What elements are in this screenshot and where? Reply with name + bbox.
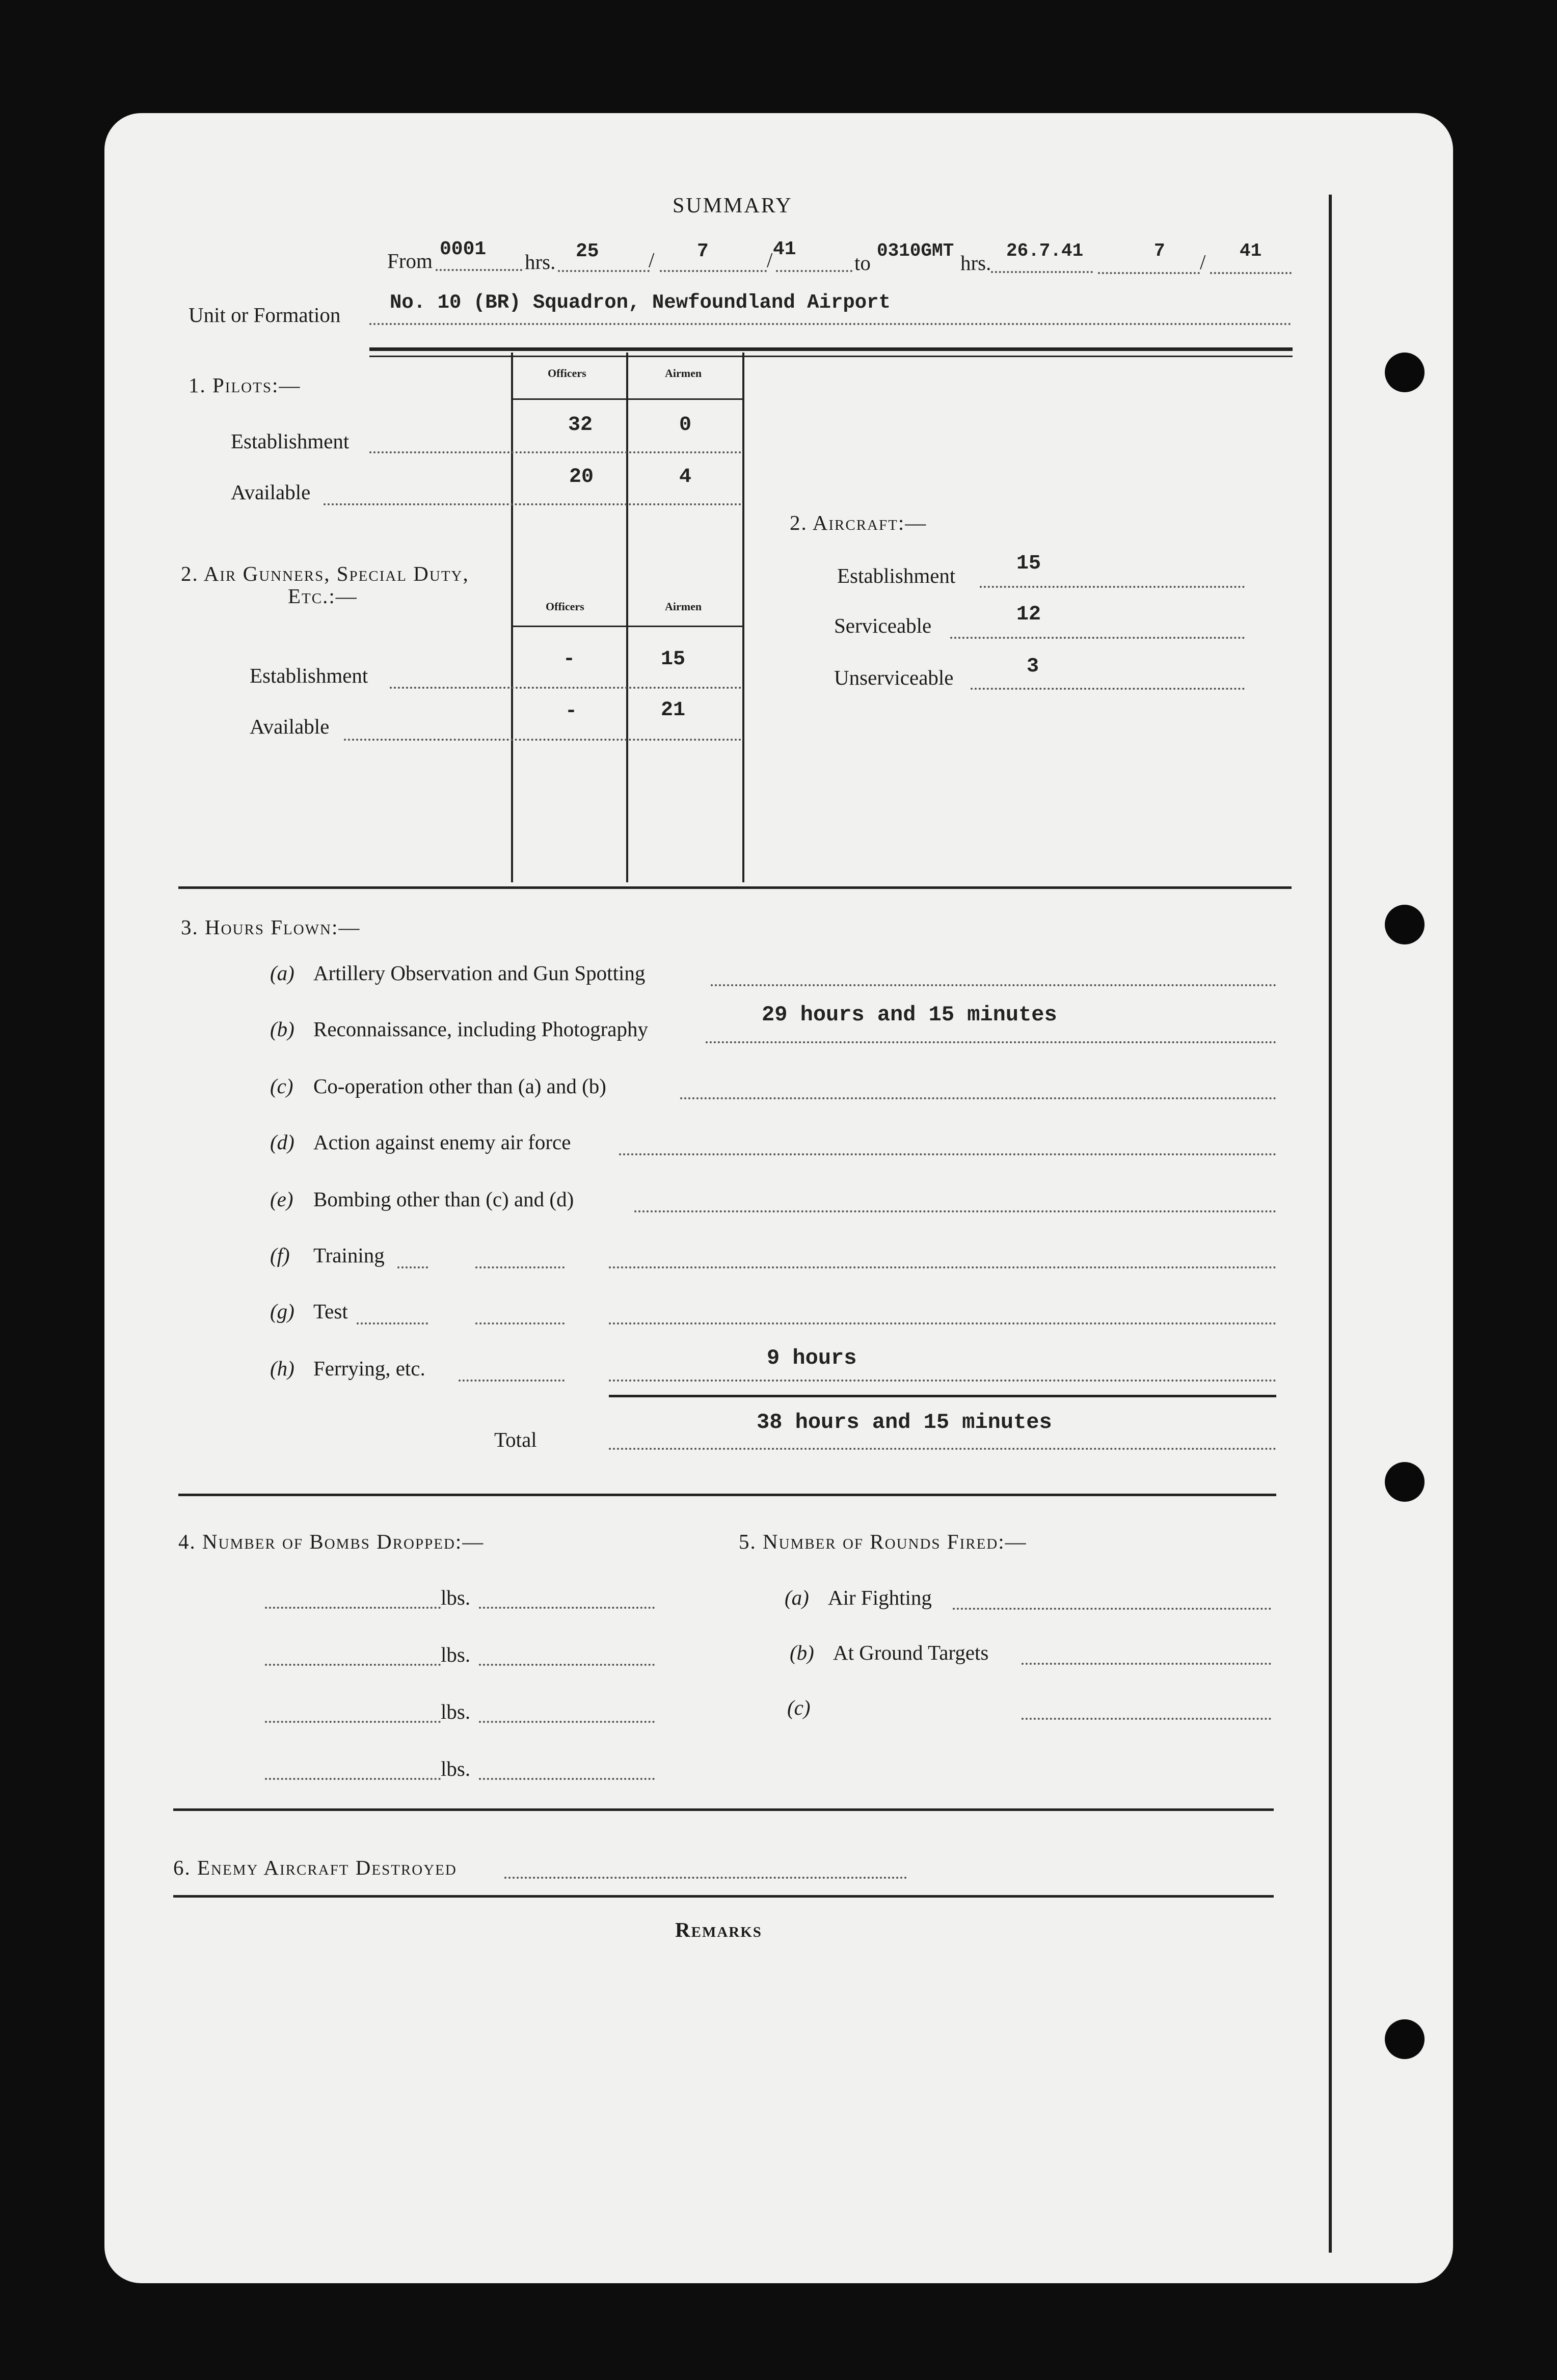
gunners-establishment-line <box>390 687 741 689</box>
remarks-heading: Remarks <box>675 1918 762 1941</box>
aircraft-unserviceable-line <box>971 688 1245 690</box>
to-year: 41 <box>1240 240 1262 261</box>
rounds-item-label: At Ground Targets <box>833 1641 989 1664</box>
bombs-line <box>479 1664 655 1666</box>
binder-hole <box>1385 905 1425 944</box>
hours-item-label: Test <box>313 1300 348 1323</box>
pilots-col-airmen: Airmen <box>665 367 702 380</box>
hours-letter: (f) <box>270 1243 290 1267</box>
to-date-line <box>991 271 1093 273</box>
section-rule <box>178 886 1292 889</box>
rounds-heading: 5. Number of Rounds Fired:— <box>739 1530 1027 1553</box>
unit-line <box>369 323 1292 325</box>
gunners-establishment-label: Establishment <box>250 664 368 687</box>
rounds-letter: (c) <box>787 1696 811 1719</box>
hours-letter: (a) <box>270 961 294 985</box>
gunners-establishment-airmen: 15 <box>661 648 686 671</box>
pilots-available-officers: 20 <box>569 466 594 489</box>
table-line <box>512 626 743 627</box>
rounds-line <box>1022 1663 1271 1665</box>
aircraft-unserviceable-label: Unserviceable <box>834 666 954 689</box>
date-separator: / <box>1200 250 1206 274</box>
bombs-heading: 4. Number of Bombs Dropped:— <box>178 1530 485 1553</box>
gunners-available-label: Available <box>250 715 330 738</box>
hours-letter: (b) <box>270 1017 294 1041</box>
pilots-establishment-line <box>369 451 741 453</box>
bombs-unit: lbs. <box>441 1757 471 1780</box>
pilots-col-officers: Officers <box>548 367 586 380</box>
section-rule <box>173 1895 1274 1898</box>
hours-heading: 3. Hours Flown:— <box>181 915 361 939</box>
bombs-line <box>265 1664 441 1666</box>
gunners-available-officers: - <box>565 700 578 723</box>
hours-item-line <box>459 1380 565 1382</box>
from-year: 41 <box>773 238 796 260</box>
bombs-unit: lbs. <box>441 1643 471 1666</box>
hours-item-label: Training <box>313 1243 385 1267</box>
aircraft-establishment-value: 15 <box>1016 552 1041 575</box>
from-label: From <box>387 249 433 273</box>
gunners-available-airmen: 21 <box>661 699 686 722</box>
unit-value: No. 10 (BR) Squadron, Newfoundland Airport <box>390 291 891 314</box>
aircraft-unserviceable-value: 3 <box>1027 655 1039 678</box>
aircraft-serviceable-value: 12 <box>1016 603 1041 626</box>
gunners-establishment-officers: - <box>563 648 576 671</box>
to-date: 26.7.41 <box>1006 240 1084 261</box>
hours-letter: (g) <box>270 1300 294 1323</box>
aircraft-serviceable-label: Serviceable <box>834 614 932 637</box>
table-line <box>512 398 743 400</box>
hours-item-line <box>680 1097 1276 1099</box>
hours-item-line <box>475 1266 565 1268</box>
hours-item-label: Co-operation other than (a) and (b) <box>313 1074 606 1098</box>
total-value: 38 hours and 15 minutes <box>757 1410 1052 1435</box>
pilots-available-label: Available <box>231 480 311 504</box>
bombs-unit: lbs. <box>441 1700 471 1723</box>
rounds-line <box>953 1608 1271 1610</box>
gunners-available-line <box>344 739 741 741</box>
hours-letter: (h) <box>270 1357 294 1380</box>
bombs-line <box>479 1721 655 1723</box>
aircraft-establishment-label: Establishment <box>837 564 956 587</box>
hours-item-line <box>475 1322 565 1324</box>
hours-item-label: Reconnaissance, including Photography <box>313 1017 649 1041</box>
hours-letter: (d) <box>270 1130 294 1154</box>
hours-item-line <box>609 1266 1276 1268</box>
hours-item-label: Action against enemy air force <box>313 1130 571 1154</box>
hours-item-label: Ferrying, etc. <box>313 1357 425 1380</box>
from-time-line <box>436 269 522 271</box>
aircraft-heading: 2. Aircraft:— <box>790 511 927 534</box>
hours-letter: (e) <box>270 1187 293 1211</box>
date-separator: / <box>649 248 655 272</box>
pilots-establishment-label: Establishment <box>231 429 350 453</box>
pilots-available-line <box>324 503 741 505</box>
from-day: 25 <box>576 240 599 262</box>
pilots-available-airmen: 4 <box>679 466 692 489</box>
bombs-line <box>479 1778 655 1780</box>
to-hrs-label: hrs. <box>960 251 991 275</box>
hours-item-line <box>711 984 1276 986</box>
to-time: 0310GMT <box>877 240 954 261</box>
bombs-line <box>265 1721 441 1723</box>
air-gunners-heading: 2. Air Gunners, Special Duty, <box>181 562 469 585</box>
margin-line <box>1329 195 1332 2253</box>
rounds-line <box>1022 1718 1271 1720</box>
from-month: 7 <box>697 240 709 262</box>
aircraft-establishment-line <box>980 586 1245 588</box>
section-rule <box>178 1494 1276 1496</box>
hours-item-line <box>609 1322 1276 1324</box>
hours-item-line <box>357 1322 428 1324</box>
form-title: SUMMARY <box>673 194 793 218</box>
pilots-heading: 1. Pilots:— <box>189 373 301 397</box>
table-line <box>626 353 628 882</box>
form-page <box>104 113 1453 2283</box>
total-rule <box>609 1395 1276 1397</box>
hours-recon-value: 29 hours and 15 minutes <box>762 1003 1057 1027</box>
pilots-establishment-airmen: 0 <box>679 414 692 437</box>
binder-hole <box>1385 1462 1425 1502</box>
hours-item-line <box>619 1153 1276 1155</box>
gunners-col-officers: Officers <box>546 600 584 613</box>
hours-ferrying-value: 9 hours <box>767 1346 857 1370</box>
table-line <box>511 353 513 882</box>
hours-item-label: Artillery Observation and Gun Spotting <box>313 961 646 985</box>
total-line <box>609 1448 1276 1450</box>
rounds-letter: (a) <box>785 1586 809 1609</box>
from-month-line <box>660 270 767 272</box>
aircraft-serviceable-line <box>950 637 1245 639</box>
enemy-aircraft-line <box>504 1877 907 1879</box>
from-day-line <box>558 270 650 272</box>
gunners-col-airmen: Airmen <box>665 600 702 613</box>
hours-item-line <box>634 1210 1276 1212</box>
binder-hole <box>1385 353 1425 392</box>
to-year-line <box>1210 272 1292 274</box>
pilots-establishment-officers: 32 <box>568 414 593 437</box>
hours-item-line <box>706 1041 1276 1043</box>
hours-item-label: Bombing other than (c) and (d) <box>313 1187 574 1211</box>
enemy-aircraft-heading: 6. Enemy Aircraft Destroyed <box>173 1856 457 1879</box>
air-gunners-heading-cont: Etc.:— <box>288 584 358 608</box>
hours-item-line <box>397 1266 428 1268</box>
total-label: Total <box>494 1428 537 1451</box>
from-year-line <box>776 270 852 272</box>
bombs-unit: lbs. <box>441 1586 471 1609</box>
to-month-line <box>1098 272 1200 274</box>
top-rule-thin <box>369 356 1293 357</box>
hrs-label: hrs. <box>525 250 556 274</box>
unit-label: Unit or Formation <box>189 303 341 327</box>
bombs-line <box>265 1607 441 1609</box>
bombs-line <box>265 1778 441 1780</box>
hours-item-line <box>609 1380 1276 1382</box>
rounds-item-label: Air Fighting <box>828 1586 932 1609</box>
top-rule <box>369 347 1293 351</box>
hours-letter: (c) <box>270 1074 293 1098</box>
from-time: 0001 <box>440 238 487 260</box>
to-month: 7 <box>1154 240 1165 261</box>
section-rule <box>173 1808 1274 1811</box>
date-separator: / <box>767 248 773 272</box>
bombs-line <box>479 1607 655 1609</box>
rounds-letter: (b) <box>790 1641 814 1664</box>
binder-hole <box>1385 2019 1425 2059</box>
to-label: to <box>854 251 871 275</box>
table-line <box>742 353 744 882</box>
